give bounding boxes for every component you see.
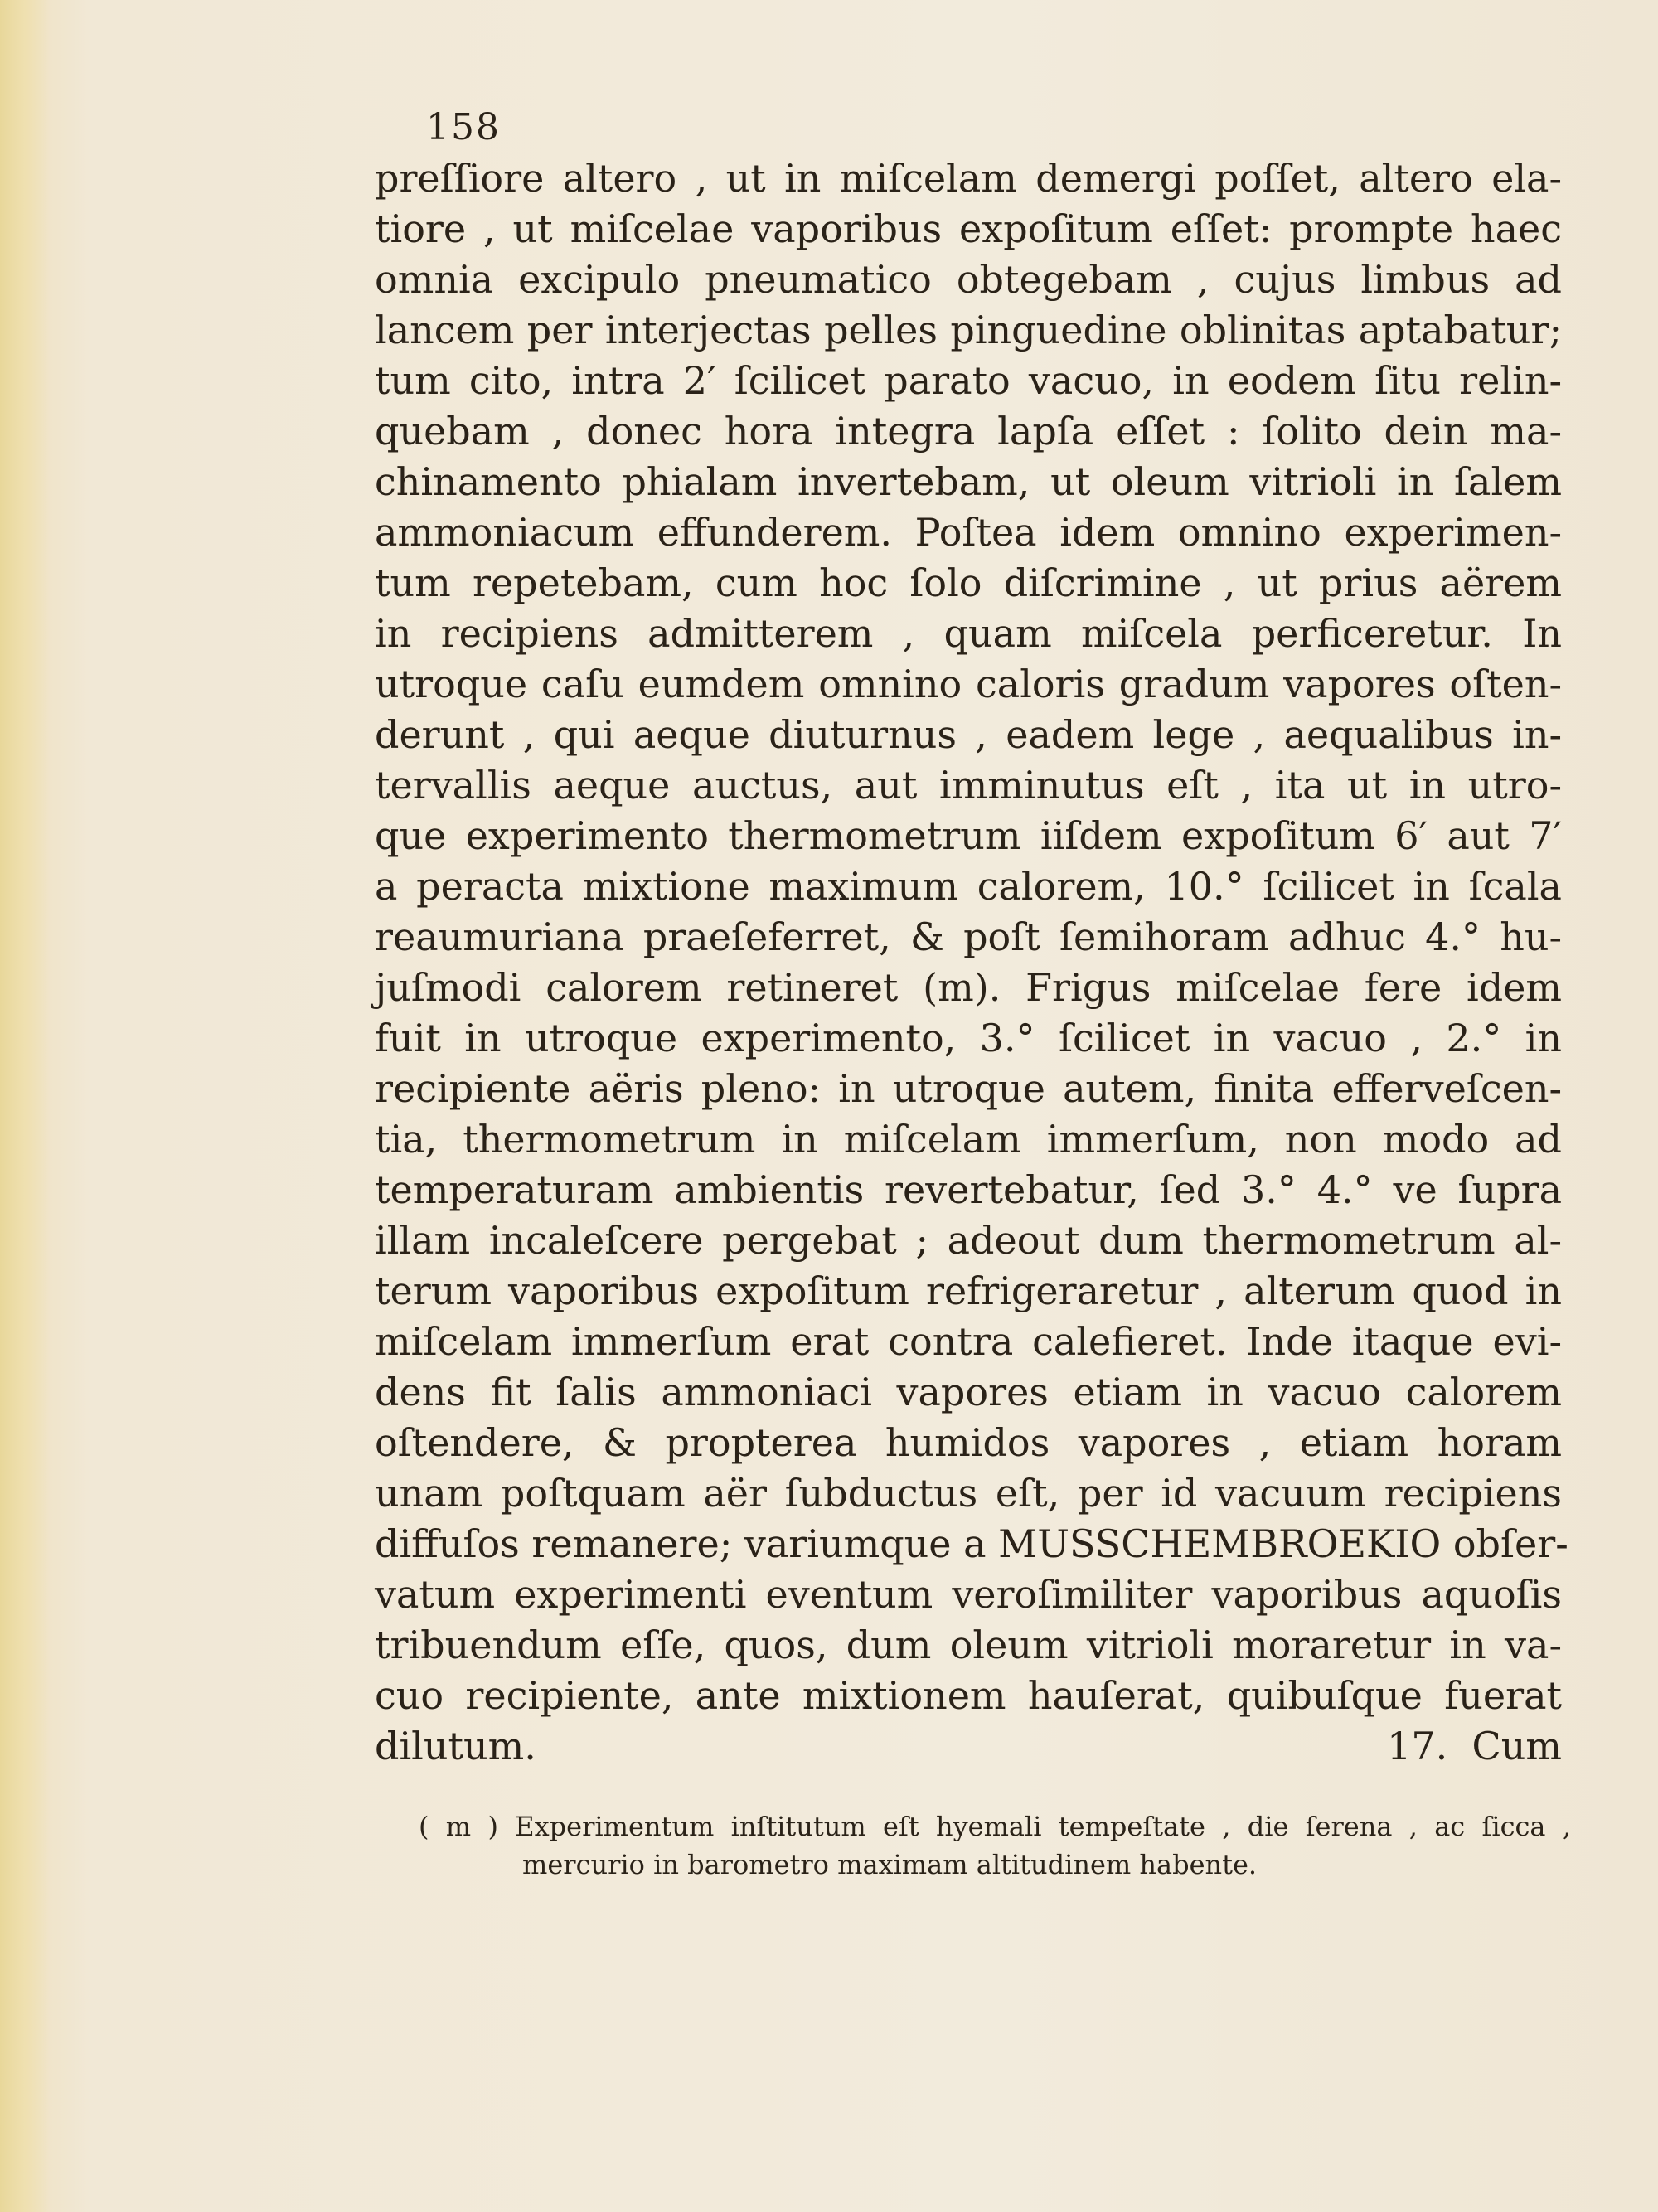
footnote bbox=[419, 1807, 1571, 1884]
footnote-line: ( m ) Experimentum inſtitutum eſt hyemali tempeſtate , die ſerena , ac ſicca , bbox=[419, 1811, 1571, 1842]
text-line: oſtendere, & propterea humidos vapores , etiam horam bbox=[375, 1420, 1562, 1465]
text-line: miſcelam immerſum erat contra calefieret. Inde itaque evi- bbox=[375, 1319, 1562, 1364]
text-line: a peracta mixtione maximum calorem, 10.° ſcilicet in ſcala bbox=[375, 864, 1562, 909]
text-line: dens fit ſalis ammoniaci vapores etiam in vacuo calorem bbox=[375, 1370, 1562, 1414]
text-line: utroque caſu eumdem omnino caloris gradum vapores oſten- bbox=[375, 662, 1562, 706]
text-line: tervallis aeque auctus, aut imminutus eſt , ita ut in utro- bbox=[375, 763, 1562, 808]
text-line: recipiente aëris pleno: in utroque autem, finita efferveſcen- bbox=[375, 1066, 1562, 1111]
footnote-line: mercurio in barometro maximam altitudinem habente. bbox=[522, 1849, 1258, 1880]
text-line: quebam , donec hora integra lapſa eſſet : ſolito dein ma- bbox=[375, 409, 1562, 454]
text-line: fuit in utroque experimento, 3.° ſcilicet in vacuo , 2.° in bbox=[375, 1016, 1562, 1060]
text-line: derunt , qui aeque diuturnus , eadem lege , aequalibus in- bbox=[375, 712, 1562, 757]
text-line: que experimento thermometrum iiſdem expoſitum 6′ aut 7′ bbox=[375, 813, 1562, 858]
text-line: diffuſos remanere; variumque a MUSSCHEMBROEKIO obſer- bbox=[375, 1521, 1568, 1566]
page-number: 158 bbox=[426, 106, 501, 148]
text-line: omnia excipulo pneumatico obtegebam , cujus limbus ad bbox=[375, 257, 1562, 302]
text-line: juſmodi calorem retineret (m). Frigus miſcelae fere idem bbox=[375, 965, 1562, 1010]
text-line-last: dilutum. 17. Cum bbox=[375, 1724, 1562, 1768]
text-line: reaumuriana praeſeferret, & poſt ſemihoram adhuc 4.° hu- bbox=[375, 914, 1562, 959]
text-line: ammoniacum effunderem. Poſtea idem omnino experimen- bbox=[375, 510, 1562, 555]
main-text-block bbox=[375, 153, 1568, 1772]
text-line: illam incaleſcere pergebat ; adeout dum thermometrum al- bbox=[375, 1218, 1562, 1263]
text-line: temperaturam ambientis revertebatur, ſed 3.° 4.° ve ſupra bbox=[375, 1167, 1562, 1212]
text-line: unam poſtquam aër ſubductus eſt, per id vacuum recipiens bbox=[375, 1471, 1562, 1516]
text-line: tia, thermometrum in miſcelam immerſum, non modo ad bbox=[375, 1117, 1562, 1162]
text-line: terum vaporibus expoſitum refrigeraretur , alterum quod in bbox=[375, 1269, 1562, 1313]
text-line: chinamento phialam invertebam, ut oleum vitrioli in ſalem bbox=[375, 459, 1562, 504]
text-line: in recipiens admitterem , quam miſcela perficeretur. In bbox=[375, 611, 1562, 656]
gutter-stain bbox=[0, 0, 50, 2212]
text-line: tribuendum eſſe, quos, dum oleum vitrioli moraretur in va- bbox=[375, 1623, 1562, 1667]
text-line: preſſiore altero , ut in miſcelam demergi poſſet, altero ela- bbox=[375, 156, 1562, 201]
text-line: tum cito, intra 2′ ſcilicet parato vacuo, in eodem ſitu relin- bbox=[375, 358, 1562, 403]
text-line: cuo recipiente, ante mixtionem hauſerat, quibuſque fuerat bbox=[375, 1673, 1562, 1718]
text-line: vatum experimenti eventum veroſimiliter vaporibus aquoſis bbox=[375, 1572, 1562, 1617]
text-line: tiore , ut miſcelae vaporibus expoſitum eſſet: prompte haec bbox=[375, 206, 1562, 251]
text-line: tum repetebam, cum hoc ſolo diſcrimine , ut prius aërem bbox=[375, 560, 1562, 605]
text-line: lancem per interjectas pelles pinguedine oblinitas aptabatur; bbox=[375, 308, 1562, 352]
